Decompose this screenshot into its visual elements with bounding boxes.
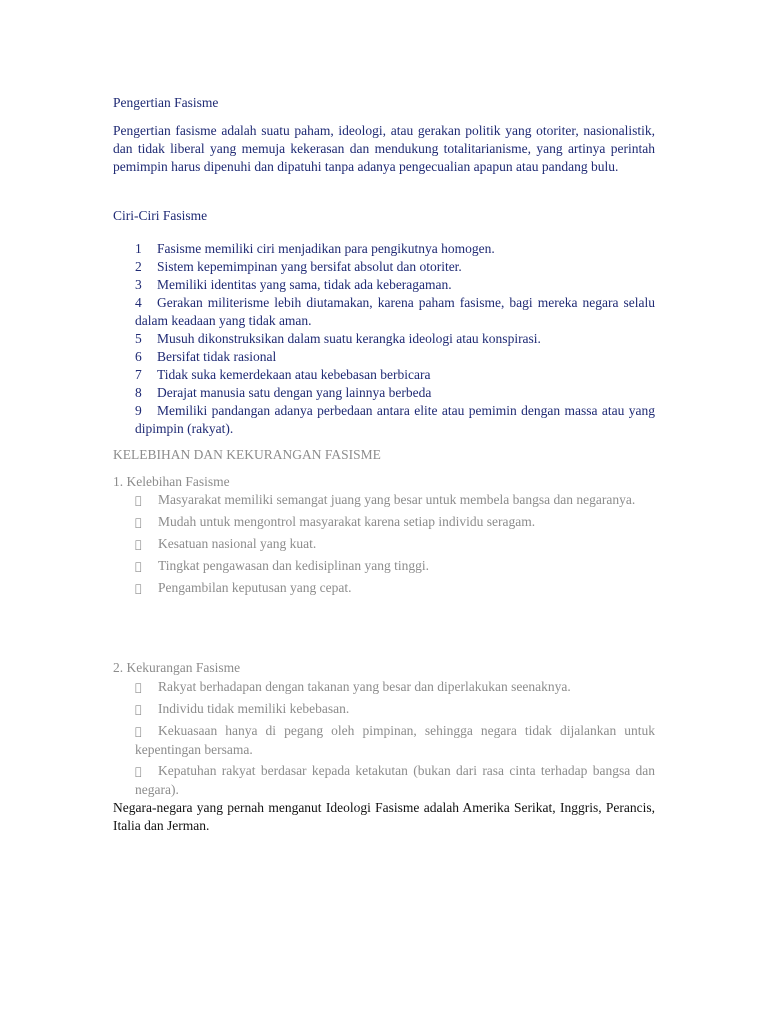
ciri-item-number: 1 xyxy=(135,241,142,256)
ciri-item-text: Sistem kepemimpinan yang bersifat absolut dan otoriter. xyxy=(157,259,462,274)
ciri-item xyxy=(113,276,655,294)
bullet-icon xyxy=(135,536,158,554)
kelebihan-item xyxy=(113,491,655,510)
ciri-item-number: 8 xyxy=(135,385,142,400)
ciri-item xyxy=(113,366,655,384)
kekurangan-item xyxy=(113,762,655,799)
kelebihan-item xyxy=(113,576,655,598)
bullet-icon xyxy=(135,763,158,781)
kekurangan-item xyxy=(113,678,655,697)
ciri-heading: Ciri-Ciri Fasisme xyxy=(113,208,208,223)
kelebihan-item-text: Kesatuan nasional yang kuat. xyxy=(158,534,317,549)
closing-paragraph: Negara-negara yang pernah menganut Ideologi Fasisme adalah Amerika Serikat, Inggris, Perancis, Italia dan Jerman. xyxy=(113,800,655,833)
kekurangan-item xyxy=(113,700,655,719)
kekurangan-item-text: Rakyat berhadapan dengan takanan yang besar dan diperlakukan seenaknya. xyxy=(158,679,571,694)
ciri-item-text: Fasisme memiliki ciri menjadikan para pengikutnya homogen. xyxy=(157,241,495,256)
kelebihan-item-text: Masyarakat memiliki semangat juang yang besar untuk membela bangsa dan negaranya. xyxy=(158,492,636,507)
ciri-item-text: Memiliki identitas yang sama, tidak ada keberagaman. xyxy=(157,277,452,292)
section-heading: KELEBIHAN DAN KEKURANGAN FASISME xyxy=(113,447,381,462)
ciri-item xyxy=(113,240,655,258)
ciri-item-text: Bersifat tidak rasional xyxy=(157,349,277,364)
ciri-item-text: Gerakan militerisme lebih diutamakan, karena paham fasisme, bagi mereka negara selalu dalam keadaan yang tidak aman. xyxy=(135,295,655,328)
ciri-item xyxy=(113,402,655,438)
kekurangan-item xyxy=(113,722,655,759)
ciri-item xyxy=(113,258,655,276)
bullet-icon xyxy=(135,723,158,741)
ciri-item-number: 4 xyxy=(135,295,142,310)
kelebihan-item-text: Tingkat pengawasan dan kedisiplinan yang tinggi. xyxy=(158,555,429,570)
kelebihan-item xyxy=(113,557,655,576)
ciri-item-number: 5 xyxy=(135,331,142,346)
kelebihan-heading: 1. Kelebihan Fasisme xyxy=(113,474,230,489)
ciri-item-text: Tidak suka kemerdekaan atau kebebasan berbicara xyxy=(157,367,431,382)
kekurangan-heading: 2. Kekurangan Fasisme xyxy=(113,660,241,675)
bullet-icon xyxy=(135,514,158,532)
kelebihan-item xyxy=(113,513,655,532)
definition-paragraph: Pengertian fasisme adalah suatu paham, ideologi, atau gerakan politik yang otoriter, nasionalistik, dan tidak liberal yang memuja kekerasan dan mendukung totalitarianisme, yang artinya perintah pemimpin harus dipenuhi dan dipatuhi tanpa adanya pengecualian apapun atau pandang bulu. xyxy=(113,123,655,174)
kekurangan-item-text: Kepatuhan rakyat berdasar kepada ketakutan (bukan dari rasa cinta terhadap bangsa dan negara). xyxy=(135,760,655,793)
bullet-icon xyxy=(135,580,158,598)
ciri-item xyxy=(113,330,655,348)
ciri-item-number: 3 xyxy=(135,277,142,292)
kelebihan-item-text: Mudah untuk mengontrol masyarakat karena setiap individu seragam. xyxy=(158,513,536,528)
kelebihan-item xyxy=(113,535,655,554)
ciri-item xyxy=(113,384,655,402)
kelebihan-item-text: Pengambilan keputusan yang cepat. xyxy=(158,576,352,591)
ciri-item-number: 7 xyxy=(135,367,142,382)
page-title: Pengertian Fasisme xyxy=(113,95,219,110)
ciri-item xyxy=(113,294,655,330)
kekurangan-item-text: Kekuasaan hanya di pegang oleh pimpinan, sehingga negara tidak dijalankan untuk kepentingan bersama. xyxy=(135,721,655,754)
bullet-icon xyxy=(135,701,158,719)
ciri-item-number: 6 xyxy=(135,349,142,364)
kelebihan-list xyxy=(113,491,655,601)
ciri-list xyxy=(113,240,655,438)
bullet-icon xyxy=(135,492,158,510)
ciri-item-number: 9 xyxy=(135,403,142,418)
ciri-item-text: Musuh dikonstruksikan dalam suatu kerangka ideologi atau konspirasi. xyxy=(157,331,541,346)
ciri-item xyxy=(113,348,655,366)
kekurangan-item-text: Individu tidak memiliki kebebasan. xyxy=(158,700,350,715)
ciri-item-number: 2 xyxy=(135,259,142,274)
kekurangan-list xyxy=(113,678,655,802)
ciri-item-text: Derajat manusia satu dengan yang lainnya berbeda xyxy=(157,385,432,400)
bullet-icon xyxy=(135,679,158,697)
bullet-icon xyxy=(135,558,158,576)
ciri-item-text: Memiliki pandangan adanya perbedaan antara elite atau pemimin dengan massa atau yang dipimpin (rakyat). xyxy=(135,403,655,436)
